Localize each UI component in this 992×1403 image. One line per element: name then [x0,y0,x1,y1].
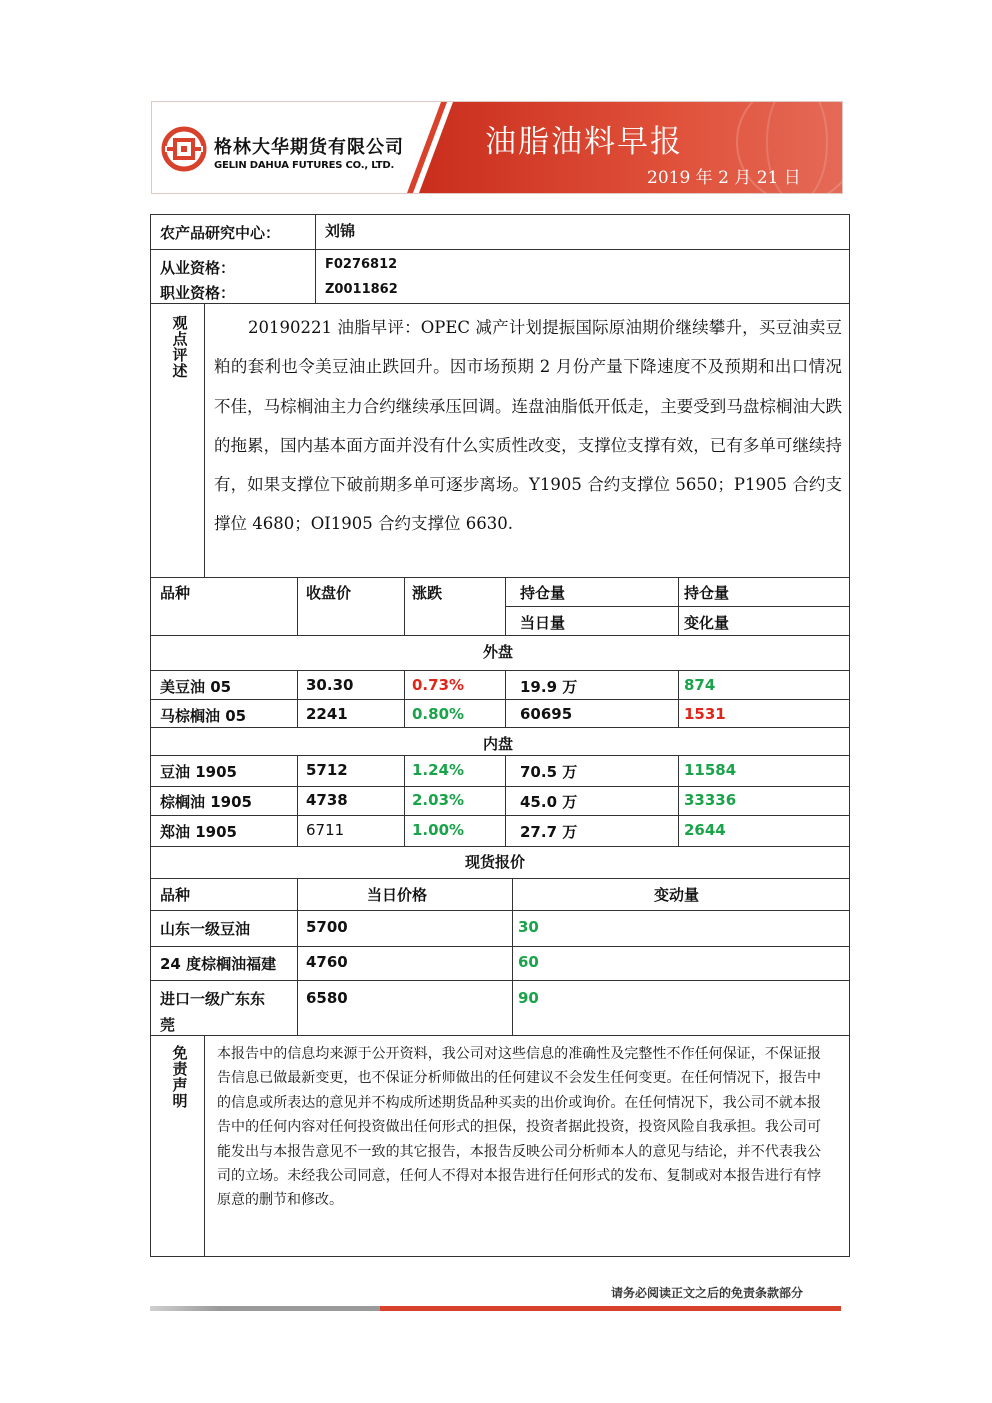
qualification-number-1: F0276812 [325,257,398,272]
report-date: 2019 年 2 月 21 日 [647,168,801,188]
table-row-oi: 27.7 万 [520,823,578,841]
table-row-close: 30.30 [306,676,354,694]
company-logo-icon [161,126,207,172]
spot-row-name: 进口一级广东东 [160,990,266,1008]
spot-row-price: 6580 [306,989,348,1007]
spot-row-delta: 60 [518,953,539,971]
table-row-change: 1.24% [412,761,465,779]
table-row-name: 美豆油 05 [160,678,232,696]
table-row-oi: 60695 [520,705,573,723]
table-row-oi: 19.9 万 [520,678,578,696]
qualification-number-2: Z0011862 [325,282,398,297]
spot-header-variety: 品种 [160,886,191,904]
table-row-delta: 11584 [684,761,737,779]
qualification-label-2: 职业资格： [160,284,236,302]
company-logo-block [152,102,442,193]
footer-bar [150,1306,841,1311]
spot-row-price: 5700 [306,918,348,936]
spot-row-delta: 30 [518,918,539,936]
disclaimer-label: 免责声明 [172,1044,188,1110]
table-row-change: 1.00% [412,821,465,839]
analyst-name: 刘锦 [325,222,356,240]
commentary-label: 观点评述 [172,314,188,380]
table-row-close: 5712 [306,761,348,779]
spot-row-name: 山东一级豆油 [160,920,251,938]
research-center-label: 农产品研究中心： [160,224,281,242]
report-table [150,214,850,1257]
table-row-oi: 70.5 万 [520,763,578,781]
futures-header-oi-change-2: 变化量 [684,614,730,632]
inner-market-label: 内盘 [483,735,514,753]
futures-header-variety: 品种 [160,584,191,602]
table-row-close: 4738 [306,791,348,809]
spot-row-name: 24 度棕榈油福建 [160,955,277,973]
futures-header-change: 涨跌 [412,584,443,602]
futures-header-oi-today: 当日量 [520,614,566,632]
footer-note: 请务必阅读正文之后的免责条款部分 [611,1286,804,1300]
disclaimer-text: 本报告中的信息均来源于公开资料，我公司对这些信息的准确性及完整性不作任何保证，不保证报告信息已做最新变更，也不保证分析师做出的任何建议不会发生任何变更。在任何情况下，报告中的信息或所表达的意见并不构成所述期货品种买卖的出价或询价。在任何情况下，我公司不就本报告中的任何内容对任何投资做出任何形式的担保，投资者据此投资，投资风险自我承担。我公司可能发出与本报告意见不一致的其它报告，本报告反映公司分析师本人的意见与结论，并不代表我公司的立场。未经我公司同意，任何人不得对本报告进行任何形式的发布、复制或对本报告进行有悖原意的删节和修改。 [217,1046,821,1209]
report-title: 油脂油料早报 [485,124,683,160]
table-row-close: 2241 [306,705,348,723]
qualification-label-1: 从业资格： [160,259,236,277]
futures-header-oi-change: 持仓量 [684,584,730,602]
futures-header-close: 收盘价 [306,584,352,602]
company-name-cn: 格林大华期货有限公司 [214,137,404,158]
futures-header-oi: 持仓量 [520,584,566,602]
spot-header-price: 当日价格 [367,886,428,904]
table-row-name: 马棕榈油 05 [160,707,247,725]
table-row-delta: 33336 [684,791,737,809]
commentary-text: 20190221 油脂早评：OPEC 减产计划提振国际原油期价继续攀升，买豆油卖豆粕的套利也令美豆油止跌回升。因市场预期 2 月份产量下降速度不及预期和出口情况不佳，马棕榈油主力合约继续承压回调。连盘油脂低开低走，主要受到马盘棕榈油大跌的拖累，国内基本面方面并没有什么实质性改变，支撑位支撑有效，已有多单可继续持有，如果支撑位下破前期多单可逐步离场。Y1905 合约支撑位 5650；P1905 合约支撑位 4680；OI1905 合约支撑位 6630. [214,318,842,534]
spot-header-delta: 变动量 [654,886,700,904]
table-row-delta: 874 [684,676,716,694]
report-header [151,101,843,194]
table-row-oi: 45.0 万 [520,793,578,811]
table-row-change: 0.73% [412,676,465,694]
table-row-name: 棕榈油 1905 [160,793,252,811]
table-row-delta: 1531 [684,705,726,723]
table-row-close: 6711 [306,821,345,839]
table-row-name: 豆油 1905 [160,763,237,781]
spot-section-label: 现货报价 [465,853,526,871]
company-name-en: GELIN DAHUA FUTURES CO., LTD. [214,160,395,171]
table-row-change: 2.03% [412,791,465,809]
spot-row-price: 4760 [306,953,348,971]
table-row-name: 郑油 1905 [160,823,237,841]
table-row-delta: 2644 [684,821,726,839]
outer-market-label: 外盘 [483,643,514,661]
table-row-change: 0.80% [412,705,465,723]
spot-row-delta: 90 [518,989,539,1007]
spot-row-name-line2: 莞 [160,1016,176,1034]
